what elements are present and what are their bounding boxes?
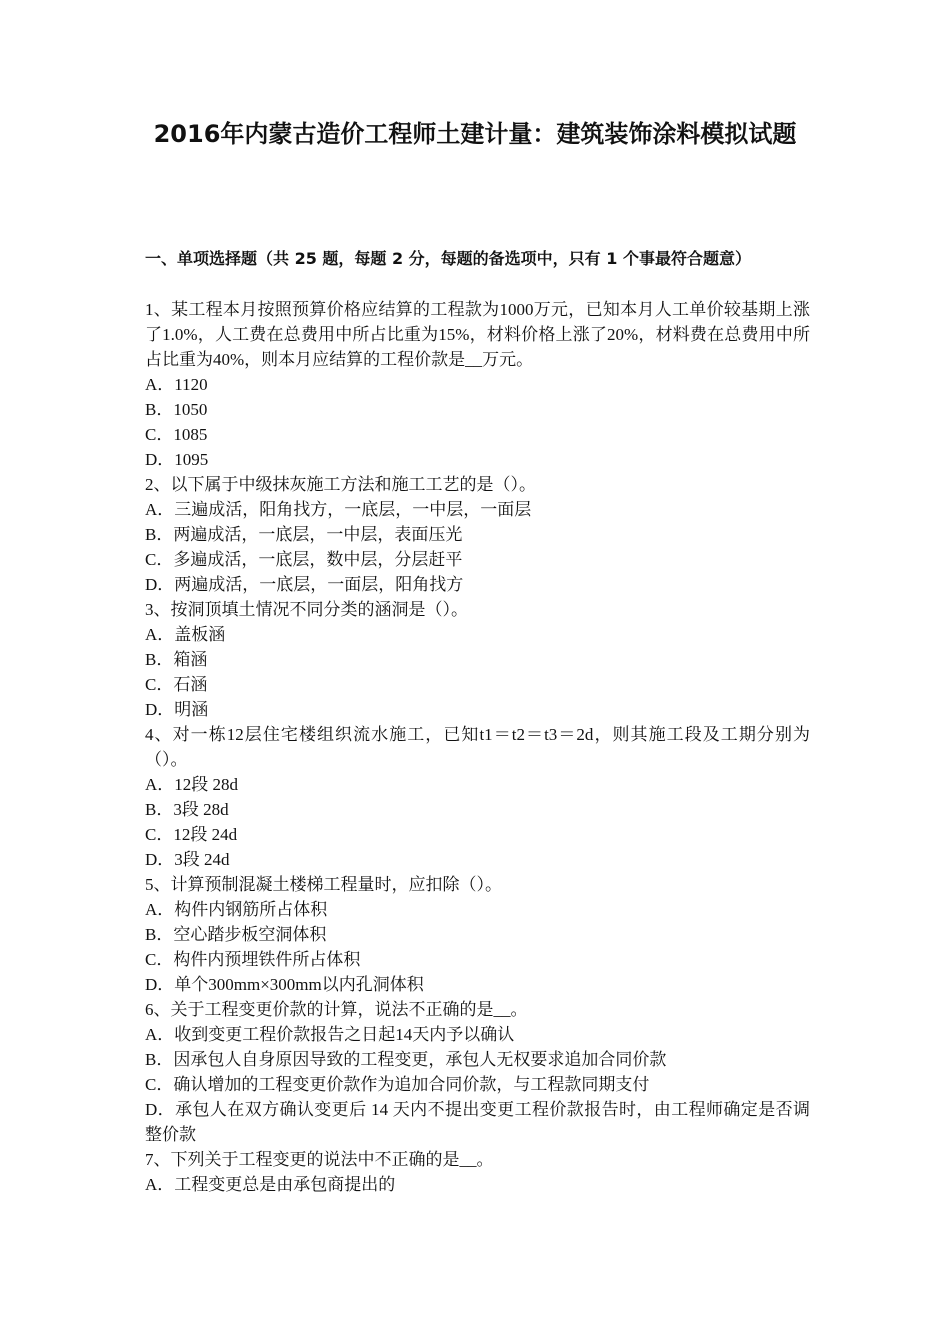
option-line: C．确认增加的工程变更价款作为追加合同价款，与工程款同期支付 — [145, 1075, 650, 1094]
option-line: C．1085 — [145, 425, 208, 444]
question-5: 5、计算预制混凝土楼梯工程量时，应扣除（）。 — [145, 875, 502, 894]
option-line: B．3段 28d — [145, 800, 229, 819]
option-line: B．1050 — [145, 400, 208, 419]
question-1: 1、某工程本月按照预算价格应结算的工程款为1000万元，已知本月人工单价较基期上涨了1.0%，人工费在总费用中所占比重为15%，材料价格上涨了20%，材料费在总费用中所占比重为40%，则本月应结算的工程价款是__万元。 — [145, 300, 810, 369]
question-6: 6、关于工程变更价款的计算，说法不正确的是__。 — [145, 1000, 528, 1019]
option-line: C．构件内预埋铁件所占体积 — [145, 950, 361, 969]
option-line: C．石涵 — [145, 675, 208, 694]
option-line: A．三遍成活，阳角找方，一底层，一中层，一面层 — [145, 500, 532, 519]
option-line: C．12段 24d — [145, 825, 238, 844]
option-line: B．两遍成活，一底层，一中层，表面压光 — [145, 525, 463, 544]
option-line: B．空心踏步板空洞体积 — [145, 925, 327, 944]
option-line: D．承包人在双方确认变更后 14 天内不提出变更工程价款报告时，由工程师确定是否调整价款 — [145, 1100, 810, 1144]
document-title: 2016年内蒙古造价工程师土建计量：建筑装饰涂料模拟试题 — [153, 120, 797, 148]
option-line: D．1095 — [145, 450, 209, 469]
question-list — [145, 297, 810, 1197]
option-line: A．12段 28d — [145, 775, 239, 794]
section-heading: 一、单项选择题（共 25 题，每题 2 分，每题的备选项中，只有 1 个事最符合题意） — [145, 249, 751, 268]
option-line: B．箱涵 — [145, 650, 208, 669]
option-line: D．单个300mm×300mm以内孔洞体积 — [145, 975, 424, 994]
option-line: D．两遍成活，一底层，一面层，阳角找方 — [145, 575, 464, 594]
option-line: D．明涵 — [145, 700, 209, 719]
option-line: A．盖板涵 — [145, 625, 226, 644]
question-4: 4、对一栋12层住宅楼组织流水施工，已知t1＝t2＝t3＝2d，则其施工段及工期分别为（）。 — [145, 725, 810, 769]
option-line: A．1120 — [145, 375, 208, 394]
option-line: B．因承包人自身原因导致的工程变更，承包人无权要求追加合同价款 — [145, 1050, 667, 1069]
option-line: D．3段 24d — [145, 850, 230, 869]
question-7: 7、下列关于工程变更的说法中不正确的是__。 — [145, 1150, 494, 1169]
option-line: A．构件内钢筋所占体积 — [145, 900, 328, 919]
option-line: A．收到变更工程价款报告之日起14天内予以确认 — [145, 1025, 515, 1044]
question-3: 3、按洞顶填土情况不同分类的涵洞是（）。 — [145, 600, 468, 619]
question-2: 2、以下属于中级抹灰施工方法和施工工艺的是（）。 — [145, 475, 536, 494]
option-line: C．多遍成活，一底层，数中层，分层赶平 — [145, 550, 463, 569]
option-line: A．工程变更总是由承包商提出的 — [145, 1175, 396, 1194]
